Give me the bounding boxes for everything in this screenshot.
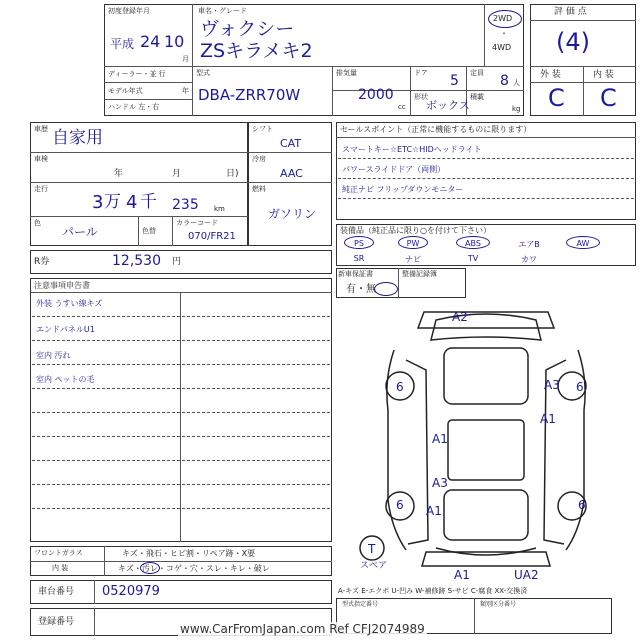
equip-aw: AW [576, 239, 590, 248]
man-unit: 万 [104, 192, 121, 212]
sales-point-1: スマートキー☆ETC☆HIDヘッドライト [342, 145, 482, 154]
mark-6-lr: 6 [396, 498, 404, 512]
interior-glass-label: 内 装 [52, 564, 69, 572]
equip-abs: ABS [465, 239, 481, 248]
era: 平成 [110, 37, 135, 51]
mark-6-rr: 6 [578, 498, 586, 512]
note-4: 室内 ペットの毛 [36, 375, 95, 384]
cc-unit: cc [398, 103, 406, 111]
door-label: ドア [414, 69, 428, 77]
shift: CAT [280, 137, 302, 150]
insp-day-unit: 日) [226, 169, 239, 179]
body-value: ボックス [426, 99, 470, 112]
exterior-label: 外 装 [540, 70, 561, 80]
dealer-label: ディーラー・並 行 [108, 70, 166, 78]
ac-label: 冷房 [252, 155, 266, 163]
mark-a1-left: A1 [432, 432, 448, 446]
equip-navi: ナビ [405, 255, 421, 264]
equip-sr: SR [353, 254, 365, 263]
interior-label: 内 装 [593, 70, 614, 80]
warranty-record-label: 整備記録簿 [402, 270, 437, 278]
equip-airbag: エアB [518, 240, 540, 249]
spare-label: スペア [360, 561, 388, 571]
recycle-amount: 12,530 [112, 253, 161, 269]
km-unit: km [214, 205, 225, 213]
mark-6-rf: 6 [576, 380, 584, 394]
front-glass-label: フロントガラス [34, 549, 83, 557]
category: 自家用 [52, 128, 103, 148]
score: (4) [556, 28, 590, 56]
car-name-label: 車名・グレード [198, 7, 247, 15]
mark-t-spare: T [368, 542, 376, 556]
chassis-value: 0520979 [102, 584, 160, 599]
first-reg-label: 初度登録年月 [108, 7, 150, 15]
mark-a2-front: A2 [452, 310, 468, 324]
sales-point-3: 純正ナビ フリップダウンモニター [342, 185, 464, 194]
body-label: 形状 [414, 93, 428, 101]
watermark: www.CarFromJapan.com Ref CFJ2074989 [180, 622, 425, 636]
interior-grade: C [600, 84, 617, 112]
grade: ZSキラメキ2 [200, 40, 313, 62]
recycle-label: R券 [34, 257, 50, 267]
note-1: 外装 うすい線キズ [36, 299, 103, 308]
capacity: 8 [500, 73, 509, 89]
equip-ps: PS [354, 239, 364, 248]
mileage-label: 走行 [34, 185, 48, 193]
shift-label: シフト [252, 125, 273, 133]
chassis-box [30, 580, 332, 604]
model-year-label: モデル年式 [108, 87, 143, 95]
ac: AAC [280, 167, 303, 180]
mark-a3-left: A3 [432, 476, 448, 490]
capacity-unit: 人 [513, 79, 520, 87]
mark-6-lf: 6 [396, 380, 404, 394]
category-label: 車歴 [34, 125, 48, 133]
chassis-label: 車台番号 [38, 587, 75, 597]
type-value: DBA-ZRR70W [198, 86, 301, 104]
mark-a3-rf: A3 [544, 378, 560, 392]
equip-tv: TV [467, 254, 479, 263]
capacity-label: 定員 [470, 69, 484, 77]
color-no-label: 色替 [142, 227, 156, 235]
registration-label: 登録番号 [38, 617, 75, 627]
fuel-label: 燃料 [252, 185, 266, 193]
load-label: 積載 [470, 93, 484, 101]
drive-2wd: 2WD [493, 14, 513, 23]
mileage-rest: 235 [172, 197, 199, 213]
kg-unit: kg [512, 105, 521, 113]
note-2: エンドパネルU1 [36, 325, 95, 334]
damage-legend: A-キズ E-エクボ U-凹み W-補修跡 S-サビ C-腐食 XX-交換済 [338, 587, 528, 595]
score-label: 評 価 点 [554, 7, 587, 17]
mileage-man: 3 [92, 192, 104, 213]
equip-leather: カワ [521, 255, 537, 264]
notes-title: 注意事項申告書 [34, 281, 90, 290]
doors: 5 [450, 73, 459, 89]
color: パール [62, 225, 98, 239]
equip-pw: PW [406, 239, 420, 248]
insp-year-unit: 年 [114, 169, 124, 179]
mark-ua2-rear: UA2 [514, 568, 539, 582]
drive-4wd: 4WD [492, 43, 512, 52]
drive-dot: ・ [500, 29, 508, 38]
warranty-new-label: 新車保証書 [338, 270, 373, 278]
sales-points-title: セールスポイント（正常に機能するものに限ります） [340, 125, 532, 134]
mark-a1-right: A1 [540, 412, 556, 426]
front-glass-options: キズ・飛石・ヒビ割・リペア跡・X要 [122, 549, 256, 558]
color-code: 070/FR21 [188, 231, 236, 242]
color-code-label: カラーコード [176, 219, 218, 227]
insp-month-unit: 月 [172, 169, 182, 179]
month-unit: 月 [182, 55, 189, 63]
displacement-label: 排気量 [336, 69, 357, 77]
fuel: ガソリン [268, 207, 317, 221]
model-spec-label: 型式指定番号 [342, 601, 379, 608]
mark-a1-rear: A1 [454, 568, 470, 582]
notes-box [30, 278, 332, 542]
type-label: 型式 [196, 69, 210, 77]
warranty-value: 有・無 [346, 284, 376, 295]
car-damage-diagram [336, 300, 636, 580]
mark-a1-lr: A1 [426, 504, 442, 518]
sen-unit: 千 [140, 192, 157, 212]
exterior-grade: C [548, 84, 565, 112]
sales-point-2: パワースライドドア（両側） [342, 165, 446, 174]
reg-year: 24 [140, 32, 161, 51]
equipment-title: 装備品（純正品に限り○を付けて下さい） [340, 226, 491, 235]
interior-glass-options: キズ・汚レ・コゲ・穴・スレ・キレ・破レ [118, 564, 270, 573]
note-3: 室内 汚れ [36, 351, 71, 360]
class-spec-label: 類別区分番号 [480, 601, 517, 608]
reg-month: 10 [164, 32, 185, 51]
recycle-unit: 円 [172, 257, 182, 267]
displacement: 2000 [358, 87, 394, 103]
mileage-sen: 4 [126, 192, 138, 213]
inspection-label: 車検 [34, 155, 48, 163]
color-label: 色 [34, 219, 41, 227]
car-name: ヴォクシー [200, 18, 295, 40]
model-year-unit: 年 [182, 87, 189, 95]
handle-label: ハンドル 左・右 [108, 103, 160, 111]
